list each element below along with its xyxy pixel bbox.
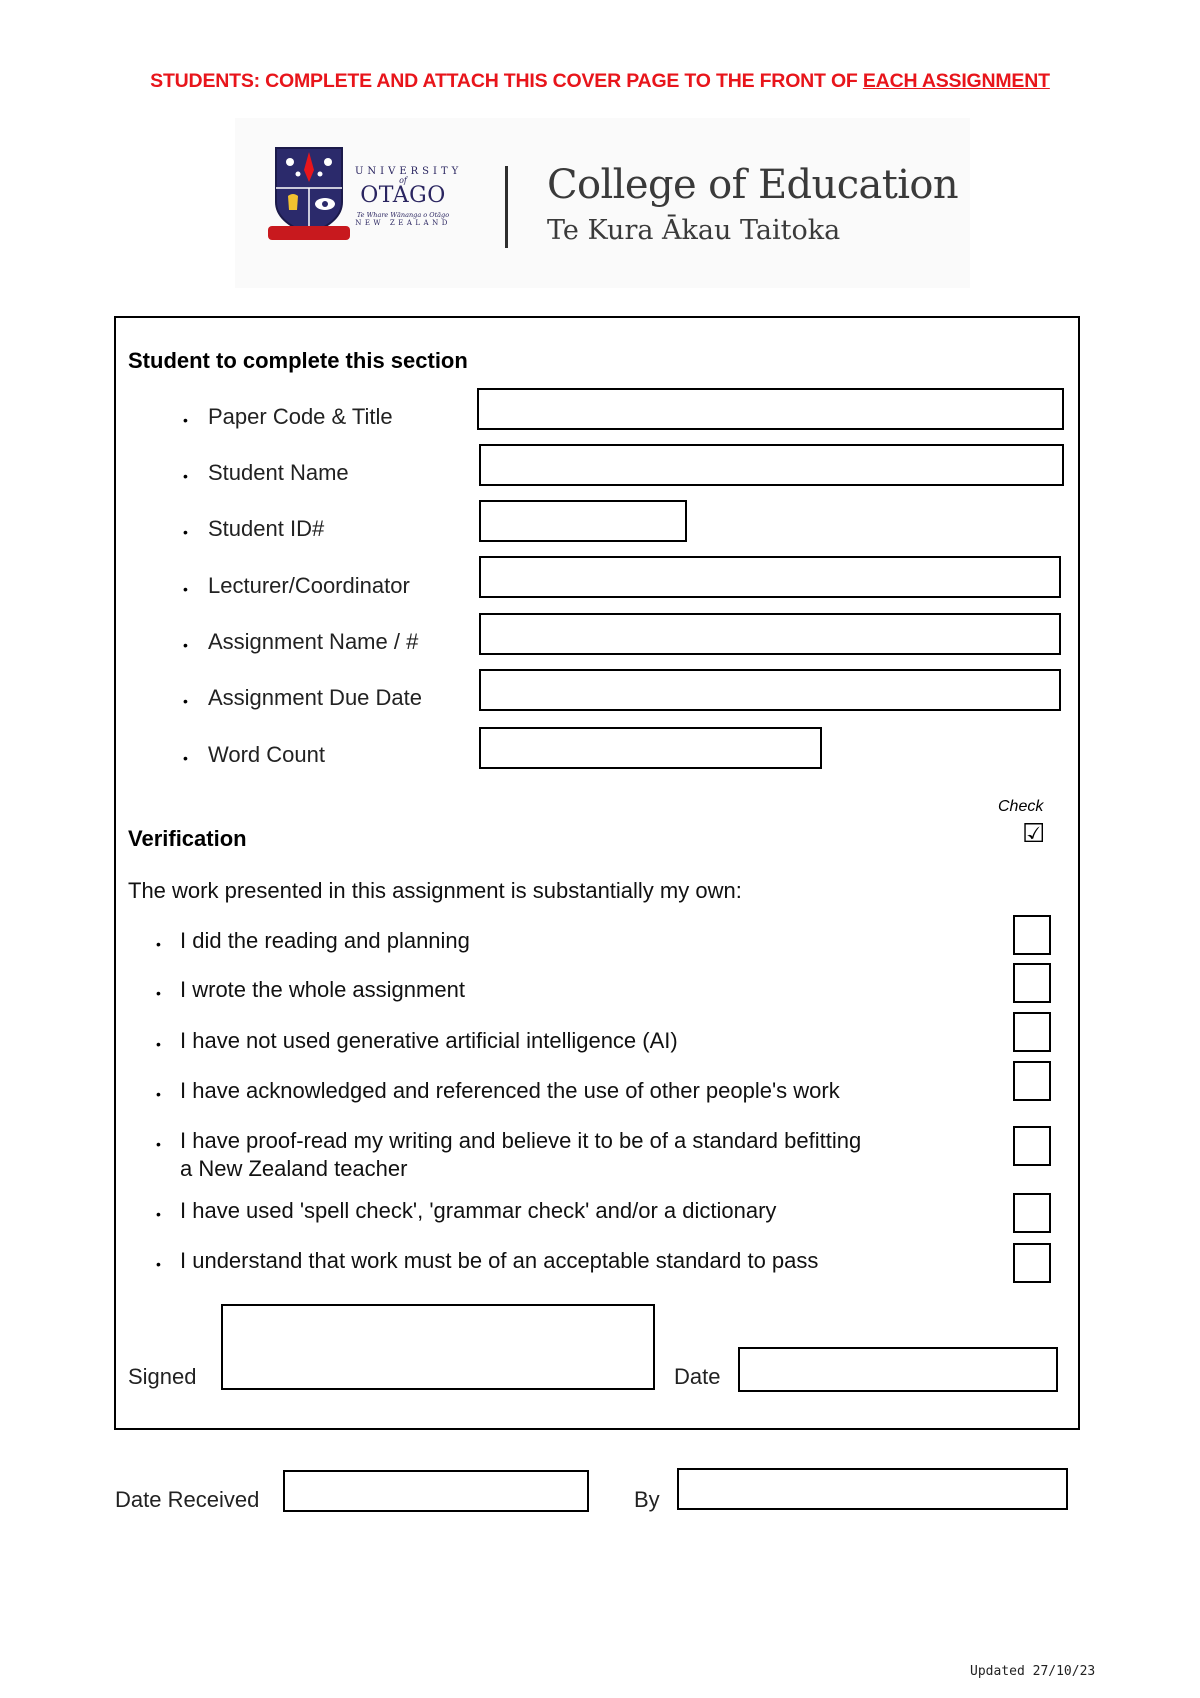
- checkbox-no-ai[interactable]: [1013, 1012, 1051, 1052]
- lecturer-label: Lecturer/Coordinator: [208, 573, 410, 598]
- lecturer-input[interactable]: [479, 556, 1061, 598]
- word-count-label: Word Count: [208, 742, 325, 767]
- college-subtitle: Te Kura Ākau Taitoka: [547, 215, 841, 246]
- checkbox-standard[interactable]: [1013, 1243, 1051, 1283]
- student-section-title: Student to complete this section: [128, 348, 468, 373]
- cover-page-instruction: [0, 70, 1200, 93]
- bullet: •: [183, 693, 188, 709]
- statement-standard: I understand that work must be of an acceptable standard to pass: [180, 1248, 819, 1273]
- date-field[interactable]: [738, 1347, 1058, 1392]
- statement-wrote: I wrote the whole assignment: [180, 977, 465, 1002]
- checkbox-wrote[interactable]: [1013, 963, 1051, 1003]
- checkbox-checked-icon: ☑: [1022, 818, 1046, 848]
- statement-referenced: I have acknowledged and referenced the use of other people's work: [180, 1078, 840, 1103]
- check-column-header: Check: [998, 798, 1044, 815]
- student-id-input[interactable]: [479, 500, 687, 542]
- signature-field[interactable]: [221, 1304, 655, 1390]
- statement-proofread: I have proof-read my writing and believe it to be of a standard befitting: [180, 1128, 862, 1153]
- received-by-field[interactable]: [677, 1468, 1068, 1510]
- otago-label: OTAGO: [360, 183, 446, 208]
- bullet: •: [156, 1136, 161, 1152]
- college-title: College of Education: [547, 162, 959, 208]
- due-date-input[interactable]: [479, 669, 1061, 711]
- checkbox-proofread[interactable]: [1013, 1126, 1051, 1166]
- checkbox-referenced[interactable]: [1013, 1061, 1051, 1101]
- logo-divider: [505, 166, 508, 248]
- university-label: UNIVERSITY: [355, 166, 463, 177]
- assignment-name-label: Assignment Name / #: [208, 629, 419, 654]
- university-crest-icon: [268, 144, 350, 242]
- bullet: •: [183, 637, 188, 653]
- bullet: •: [183, 750, 188, 766]
- university-of-label: of: [399, 176, 407, 185]
- college-logo: [235, 118, 970, 288]
- bullet: •: [183, 524, 188, 540]
- university-wordmark: [355, 166, 463, 227]
- received-by-label: By: [634, 1487, 660, 1512]
- student-name-label: Student Name: [208, 460, 349, 485]
- due-date-label: Assignment Due Date: [208, 685, 422, 710]
- bullet: •: [156, 1256, 161, 1272]
- statement-no-ai: I have not used generative artificial intelligence (AI): [180, 1028, 678, 1053]
- instruction-emphasis: EACH ASSIGNMENT: [862, 70, 1050, 92]
- student-id-label: Student ID#: [208, 516, 325, 541]
- word-count-input[interactable]: [479, 727, 822, 769]
- bullet: •: [156, 1206, 161, 1222]
- checkbox-reading[interactable]: [1013, 915, 1051, 955]
- paper-code-label: Paper Code & Title: [208, 404, 393, 429]
- paper-code-input[interactable]: [477, 388, 1064, 430]
- verification-title: Verification: [128, 826, 247, 851]
- bullet: •: [156, 936, 161, 952]
- updated-date: Updated 27/10/23: [970, 1664, 1096, 1679]
- bullet: •: [183, 412, 188, 428]
- statement-proofread-line2: a New Zealand teacher: [180, 1156, 408, 1181]
- assignment-name-input[interactable]: [479, 613, 1061, 655]
- bullet: •: [183, 581, 188, 597]
- verification-intro: The work presented in this assignment is substantially my own:: [128, 878, 742, 903]
- statement-spellcheck: I have used 'spell check', 'grammar check' and/or a dictionary: [180, 1198, 777, 1223]
- maori-name-label: Te Whare Wānanga o Otāgo: [356, 211, 450, 219]
- date-label: Date: [674, 1364, 721, 1389]
- bullet: •: [183, 468, 188, 484]
- student-name-input[interactable]: [479, 444, 1064, 486]
- bullet: •: [156, 1086, 161, 1102]
- date-received-field[interactable]: [283, 1470, 589, 1512]
- bullet: •: [156, 985, 161, 1001]
- statement-reading: I did the reading and planning: [180, 928, 470, 953]
- bullet: •: [156, 1036, 161, 1052]
- instruction-text: STUDENTS: COMPLETE AND ATTACH THIS COVER PAGE TO THE FRONT OF: [150, 70, 863, 92]
- checkbox-spellcheck[interactable]: [1013, 1193, 1051, 1233]
- new-zealand-label: NEW ZEALAND: [355, 219, 451, 227]
- signed-label: Signed: [128, 1364, 197, 1389]
- student-form: [114, 316, 1080, 1430]
- date-received-label: Date Received: [115, 1487, 260, 1512]
